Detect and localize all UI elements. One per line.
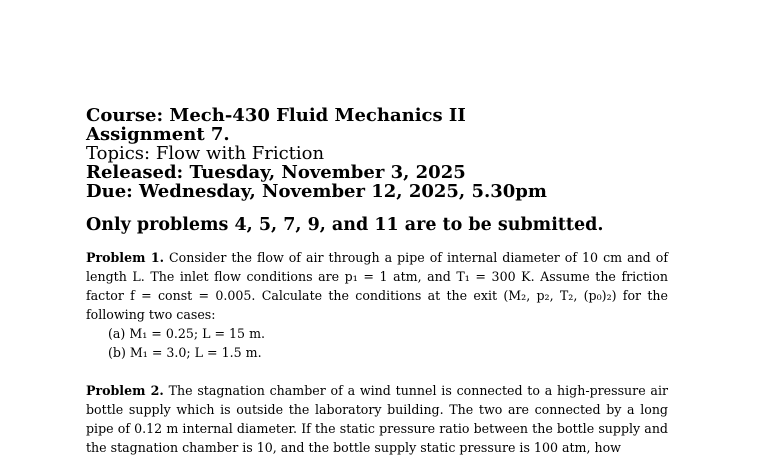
problem-2-title: Problem 2.: [86, 383, 164, 398]
problem-1-title: Problem 1.: [86, 250, 164, 265]
problem-2: [86, 381, 668, 457]
released-date: Released: Tuesday, November 3, 2025: [86, 162, 466, 183]
course-title: Course: Mech-430 Fluid Mechanics II: [86, 105, 466, 126]
problem-1: [86, 248, 668, 362]
document-page: [86, 106, 668, 457]
problem-1-case-a: (a) M₁ = 0.25; L = 15 m.: [108, 326, 266, 341]
due-date: Due: Wednesday, November 12, 2025, 5.30pm: [86, 181, 547, 202]
submission-note: Only problems 4, 5, 7, 9, and 11 are to be submitted.: [86, 215, 604, 235]
problem-1-case-b: (b) M₁ = 3.0; L = 1.5 m.: [108, 345, 262, 360]
problem-2-text: The stagnation chamber of a wind tunnel is connected to a high-pressure air bottle supply which is outside the laboratory building. The two are connected by a long pipe of 0.12 m internal diameter. If the static pressure ratio between the bottle supply and the stagnation chamber is 10, and the bottle supply static pressure is 100 atm, how: [86, 383, 668, 455]
assignment-title: Assignment 7.: [86, 124, 230, 145]
problem-1-text: Consider the flow of air through a pipe of internal diameter of 10 cm and of length L. The inlet flow conditions are p₁ = 1 atm, and T₁ = 300 K. Assume the friction factor f = const = 0.005. Calculate the conditions at the exit (M₂, p₂, T₂, (p₀)₂) for the following two cases:: [86, 250, 668, 322]
problem-1-cases: [86, 324, 668, 362]
topics-line: Topics: Flow with Friction: [86, 143, 325, 164]
header-block: [86, 106, 668, 201]
